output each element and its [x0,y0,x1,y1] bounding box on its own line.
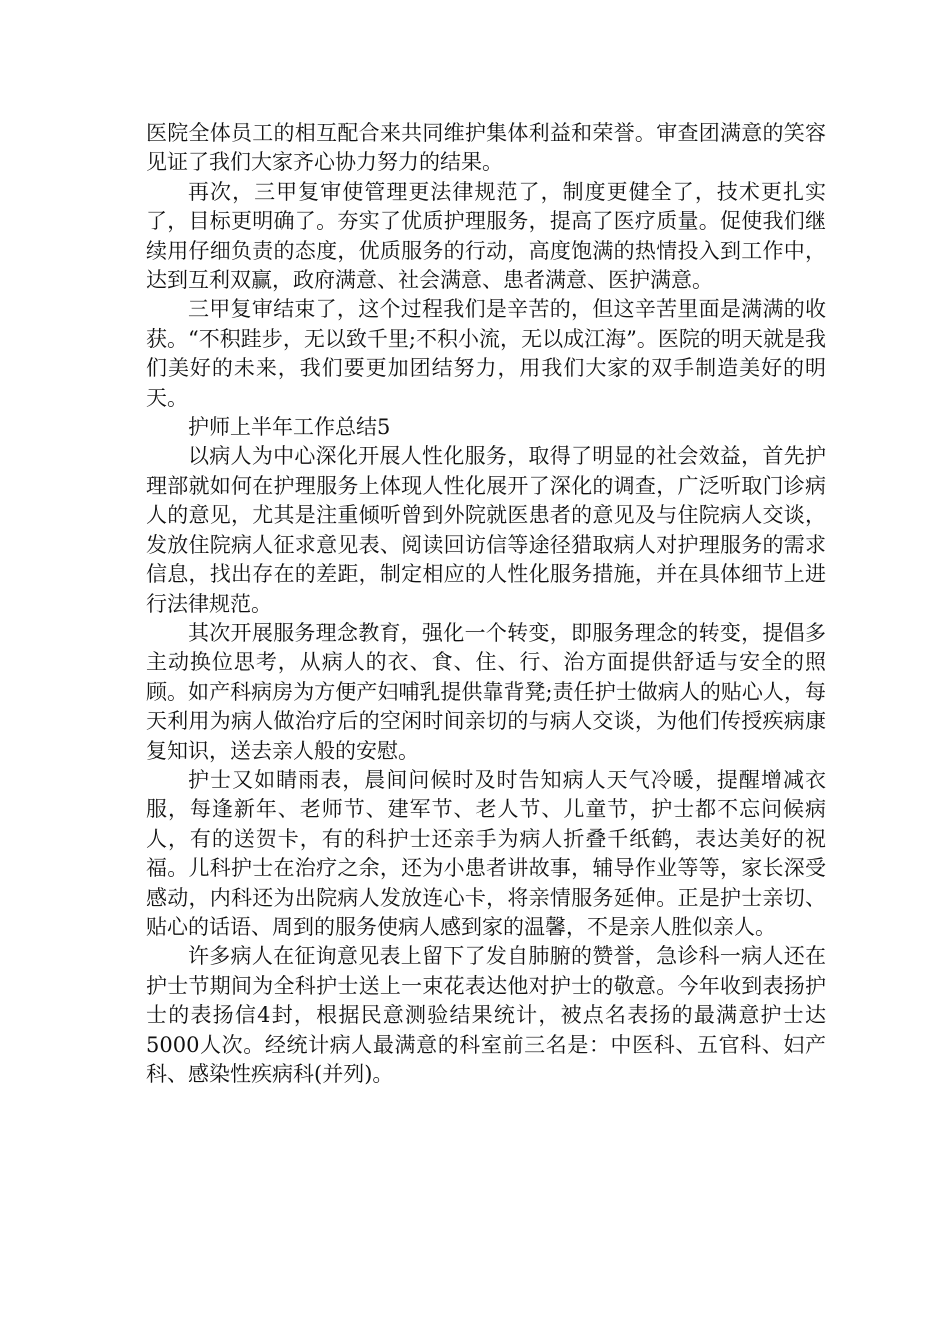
document-body [146,119,826,1089]
paragraph-service-concept: 其次开展服务理念教育，强化一个转变，即服务理念的转变，提倡多主动换位思考，从病人的衣、食、住、行、治方面提供舒适与安全的照顾。如产科病房为方便产妇哺乳提供靠背凳;责任护士做病人的贴心人，每天利用为病人做治疗后的空闲时间亲切的与病人交谈，为他们传授疾病康复知识，送去亲人般的安慰。 [146,620,826,763]
paragraph-continuation: 医院全体员工的相互配合来共同维护集体利益和荣誉。审查团满意的笑容见证了我们大家齐心协力努力的结果。 [146,121,826,175]
section-heading: 护师上半年工作总结5 [188,415,391,440]
paragraph-review-standards: 再次，三甲复审使管理更法律规范了，制度更健全了，技术更扎实了，目标更明确了。夯实了优质护理服务，提高了医疗质量。促使我们继续用仔细负责的态度，优质服务的行动，高度饱满的热情投入到工作中，达到互利双赢，政府满意、社会满意、患者满意、医护满意。 [146,179,826,293]
paragraph-review-conclusion: 三甲复审结束了，这个过程我们是辛苦的，但这辛苦里面是满满的收获。“不积跬步，无以致千里;不积小流，无以成江海”。医院的明天就是我们美好的未来，我们要更加团结努力，用我们大家的双手制造美好的明天。 [146,297,826,410]
paragraph-patient-praise: 许多病人在征询意见表上留下了发自肺腑的赞誉，急诊科一病人还在护士节期间为全科护士送上一束花表达他对护士的敬意。今年收到表扬护士的表扬信4封，根据民意测验结果统计，被点名表扬的最满意护士达5000人次。经统计病人最满意的科室前三名是：中医科、五官科、妇产科、感染性疾病科(并列)。 [146,944,826,1086]
paragraph-nurse-care: 护士又如睛雨表，晨间问候时及时告知病人天气冷暖，提醒增减衣服，每逢新年、老师节、建军节、老人节、儿童节，护士都不忘问候病人，有的送贺卡，有的科护士还亲手为病人折叠千纸鹤，表达美好的祝福。儿科护士在治疗之余，还为小患者讲故事，辅导作业等等，家长深受感动，内科还为出院病人发放连心卡，将亲情服务延伸。正是护士亲切、贴心的话语、周到的服务使病人感到家的温馨，不是亲人胜似亲人。 [146,767,826,939]
paragraph-humanized-service: 以病人为中心深化开展人性化服务，取得了明显的社会效益，首先护理部就如何在护理服务上体现人性化展开了深化的调查，广泛听取门诊病人的意见，尤其是注重倾听曾到外院就医患者的意见及与住院病人交谈，发放住院病人征求意见表、阅读回访信等途径猎取病人对护理服务的需求信息，找出存在的差距，制定相应的人性化服务措施，并在具体细节上进行法律规范。 [146,444,826,616]
